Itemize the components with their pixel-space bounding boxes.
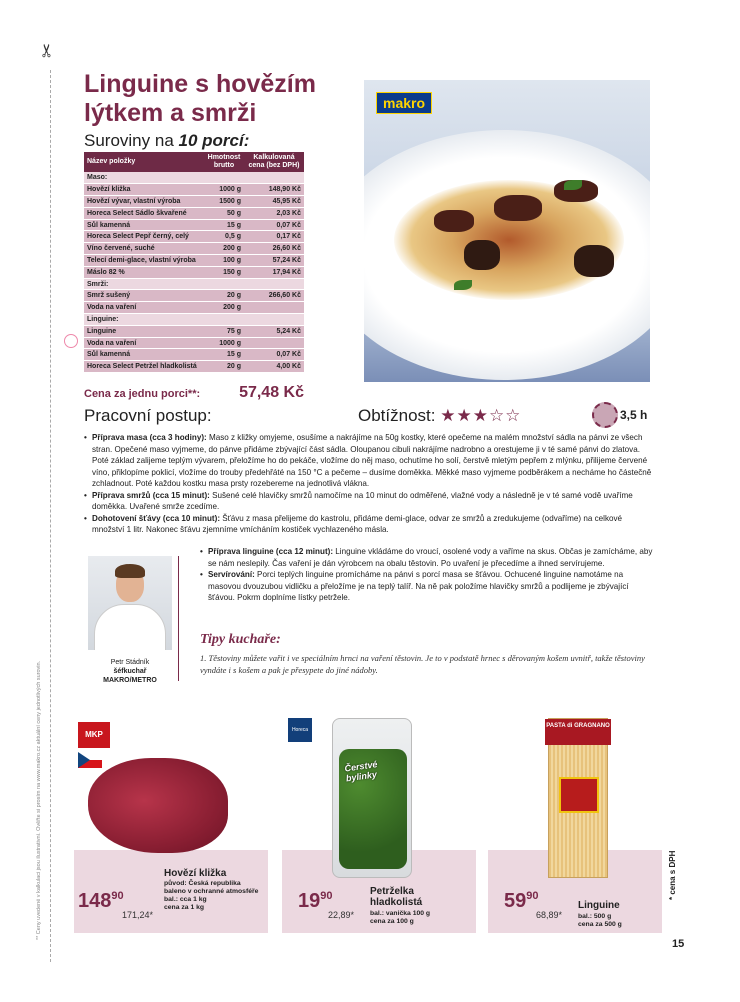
- ingredient-row: [84, 243, 304, 255]
- price-with-vat: 171,24*: [122, 910, 154, 920]
- chef-divider: [178, 556, 179, 681]
- ingredient-price: 2,03 Kč: [244, 207, 304, 219]
- morel: [464, 240, 500, 270]
- price-int: 148: [78, 890, 112, 912]
- ingredient-row: [84, 325, 304, 337]
- linguine-pack-image: [548, 718, 608, 878]
- chef-role: šéfkuchař MAKRO/METRO: [103, 668, 157, 684]
- product-name: Linguine: [578, 900, 620, 911]
- ingredient-name: Sůl kamenná: [84, 219, 204, 231]
- ingredient-weight: [204, 172, 244, 184]
- chef-caption: [88, 658, 172, 685]
- ingredient-name: Linguine:: [84, 314, 204, 326]
- difficulty: [358, 406, 521, 426]
- ingredient-weight: 20 g: [204, 361, 244, 373]
- ingredients-table: [84, 152, 304, 373]
- clock-icon: [592, 402, 618, 428]
- ingredient-price: 266,60 Kč: [244, 290, 304, 302]
- ingredient-name: Sůl kamenná: [84, 349, 204, 361]
- ingredient-weight: 0,5 g: [204, 231, 244, 243]
- product-name: Hovězí kližka: [164, 868, 227, 879]
- ingredient-row: [84, 172, 304, 184]
- chef-jacket: [94, 604, 166, 650]
- difficulty-stars: ★★★☆☆: [440, 406, 522, 425]
- price-dec: 90: [320, 890, 333, 902]
- ingredient-weight: 1000 g: [204, 184, 244, 196]
- ingredient-name: Víno červené, suché: [84, 243, 204, 255]
- product-price: [78, 890, 124, 913]
- step-title: Dohotovení šťávy (cca 10 minut):: [92, 513, 221, 523]
- portion-price: [84, 384, 304, 402]
- ingredient-price: 45,95 Kč: [244, 196, 304, 208]
- price-int: 59: [504, 890, 527, 912]
- step-text: Linguine vkládáme do vroucí, osolené vody a vaříme na skus. Občas je zamícháme, aby se nám neslepily. Čas vaření je dán výrobcem na obalu těstovin. Po uvaření je přecedíme a ihned servírujeme.: [208, 547, 653, 568]
- product-card[interactable]: [74, 718, 268, 933]
- product-price: [504, 890, 539, 913]
- ingredient-weight: 200 g: [204, 243, 244, 255]
- desc-line: původ: Česká republika: [164, 880, 241, 887]
- step-text: Sušené celé hlavičky smržů namočíme na 10 minut do odměřené, vlažné vody a následně je v té samé vodě uvaříme doměkka. Uvařené smrže zcedíme.: [92, 490, 633, 511]
- product-desc: [164, 880, 264, 912]
- ingredient-weight: 150 g: [204, 266, 244, 278]
- beef-shank-image: [88, 758, 228, 853]
- recipe-subtitle: [84, 131, 249, 151]
- ingredient-name: Telecí demi-glace, vlastní výroba: [84, 255, 204, 267]
- ingredient-price: [244, 172, 304, 184]
- step-title: Příprava masa (cca 3 hodiny):: [92, 433, 207, 442]
- morel: [574, 245, 614, 277]
- ingredient-price: [244, 314, 304, 326]
- pasta-brand: PASTA di GRAGNANO: [545, 719, 611, 745]
- ingredient-weight: 15 g: [204, 219, 244, 231]
- col-header-price: Kalkulovaná cena (bez DPH): [244, 152, 304, 172]
- ingredient-row: [84, 314, 304, 326]
- ingredient-weight: 50 g: [204, 207, 244, 219]
- ingredient-row: [84, 255, 304, 267]
- product-name: Petrželka hladkolistá: [370, 886, 423, 908]
- vat-note: * cena s DPH: [668, 850, 677, 900]
- step-title: Příprava linguine (cca 12 minut):: [208, 547, 334, 556]
- scissors-icon: ✂: [37, 42, 58, 59]
- col-header-weight: Hmotnost brutto: [204, 152, 244, 172]
- desc-line: cena za 1 kg: [164, 904, 205, 911]
- page-number: 15: [672, 938, 685, 950]
- ingredient-name: Hovězí vývar, vlastní výroba: [84, 196, 204, 208]
- ingredient-price: 57,24 Kč: [244, 255, 304, 267]
- ingredient-name: Horeca Select Pepř černý, celý: [84, 231, 204, 243]
- tips-heading: Tipy kuchaře:: [200, 632, 281, 647]
- portion-price-value: 57,48 Kč: [239, 384, 304, 401]
- step-text: Šťávu z masa přelijeme do kastrolu, přidáme demi-glace, odvar ze smržů a zredukujeme (odvaříme) na celkové množství 1 litr. Nakonec šťávu zjemníme vmícháním kostiček vychlazeného másla.: [92, 513, 623, 534]
- ingredient-price: 5,24 Kč: [244, 325, 304, 337]
- col-header-name: Název položky: [84, 152, 204, 172]
- ingredient-row: [84, 219, 304, 231]
- parsley-leaf: [564, 180, 582, 190]
- difficulty-label: Obtížnost:: [358, 406, 436, 425]
- ingredient-weight: 200 g: [204, 302, 244, 314]
- horeca-badge: Horeca: [288, 718, 312, 742]
- recipe-title: Linguine s hovězím lýtkem a smrži: [84, 70, 316, 127]
- desc-line: baleno v ochranné atmosféře: [164, 888, 259, 895]
- ingredient-name: Voda na vaření: [84, 337, 204, 349]
- price-dec: 90: [111, 890, 124, 902]
- steps-top: [84, 432, 656, 536]
- czech-flag-icon: [78, 752, 102, 768]
- ingredient-price: [244, 302, 304, 314]
- desc-line: bal.: cca 1 kg: [164, 896, 207, 903]
- product-desc: [578, 913, 658, 929]
- desc-line: cena za 100 g: [370, 918, 414, 925]
- ingredient-weight: [204, 278, 244, 290]
- desc-line: bal.: 500 g: [578, 913, 612, 920]
- ingredient-weight: 100 g: [204, 255, 244, 267]
- ingredient-weight: 15 g: [204, 349, 244, 361]
- chef-name: Petr Stádník: [110, 659, 150, 666]
- mkp-badge: MKP: [78, 722, 110, 748]
- subtitle-prefix: Suroviny na: [84, 131, 174, 150]
- step-item: [200, 569, 656, 604]
- parsley-bag-image: [332, 718, 412, 878]
- ingredient-price: 4,00 Kč: [244, 361, 304, 373]
- product-card[interactable]: [488, 718, 662, 933]
- chef-hair: [115, 564, 145, 578]
- ingredient-row: [84, 361, 304, 373]
- procedure-heading: Pracovní postup:: [84, 406, 212, 425]
- ingredient-name: Hovězí kližka: [84, 184, 204, 196]
- desc-line: bal.: vanička 100 g: [370, 910, 431, 917]
- chef-photo: [88, 556, 172, 650]
- meat-piece: [494, 195, 542, 221]
- ingredient-row: [84, 349, 304, 361]
- ingredient-weight: [204, 314, 244, 326]
- circle-mark: [64, 334, 78, 348]
- price-dec: 90: [526, 890, 539, 902]
- parsley-leaf: [454, 280, 472, 290]
- tips-text: 1. Těstoviny můžete vařit i ve speciálním hrnci na vaření těstovin. Je to v podstatě hrnec s děrovaným košem uvnitř, takže těstoviny vyndáte i s košem a pak je přesypete do jiné nádoby.: [200, 653, 645, 675]
- step-item: [200, 546, 656, 569]
- side-note: ** Ceny uvedené v kalkulaci jsou ilustrativní. Ověřte si prosím na www.makro.cz aktuální ceny jednotlivých surovin.: [36, 660, 42, 940]
- ingredient-row: [84, 266, 304, 278]
- price-int: 19: [298, 890, 321, 912]
- ingredient-row: [84, 290, 304, 302]
- steps-bottom: [200, 546, 656, 604]
- ingredient-name: Smrž sušený: [84, 290, 204, 302]
- bag-label: Čerstvé bylinky: [343, 759, 379, 784]
- ingredient-name: Máslo 82 %: [84, 266, 204, 278]
- ingredient-row: [84, 231, 304, 243]
- ingredient-row: [84, 207, 304, 219]
- ingredient-name: Voda na vaření: [84, 302, 204, 314]
- subtitle-portions: 10 porcí:: [178, 131, 250, 150]
- ingredient-row: [84, 196, 304, 208]
- ingredient-name: Linguine: [84, 325, 204, 337]
- step-item: [84, 490, 656, 513]
- ingredient-price: 148,90 Kč: [244, 184, 304, 196]
- step-title: Servírování:: [208, 570, 255, 579]
- ingredient-name: Horeca Select Sádlo škvařené: [84, 207, 204, 219]
- ingredient-price: [244, 278, 304, 290]
- ingredient-weight: 75 g: [204, 325, 244, 337]
- ingredient-name: Maso:: [84, 172, 204, 184]
- price-with-vat: 22,89*: [328, 910, 355, 920]
- cut-line: [50, 70, 51, 962]
- step-text: Porci teplých linguine promícháme na pánvi s porcí masa se šťávou. Ochucené linguine namotáme na masovou dvouzubou vidličku a přeložíme je na teplý talíř. Na ně pak položíme hlavičky smržů a podlijeme je zbývající šťávou. Pokrm doplníme lístky petržele.: [208, 570, 629, 602]
- pasta-seal-icon: [559, 777, 599, 813]
- ingredient-price: 26,60 Kč: [244, 243, 304, 255]
- ingredient-price: 0,07 Kč: [244, 349, 304, 361]
- portion-price-label: Cena za jednu porci**:: [84, 388, 201, 400]
- meat-piece: [434, 210, 474, 232]
- prep-time: 3,5 h: [620, 408, 648, 422]
- step-text: Maso z kližky omyjeme, osušíme a nakrájíme na 50g kostky, které opečeme na malém množství sádla na pánvi ze všech stran. Opečené maso vyjmeme, do pánve přidáme zbývající část sádla. Oloupanou cibuli nakrájíme nadrobno a orestujeme ji v té samé pánvi do zlatova. Poté základ zalijeme teplým vývarem, přeložíme ho do pekáče, vložíme do něj maso, ochutíme ho solí, čerstvě mletým pepřem z mlýnku, přilijeme červené víno, přiklopíme poklicí, vložíme do trouby předehřáté na 150 °C a pečeme – dusíme doměkka. Měkké maso vyjmeme podběrákem a necháme ho částečně zchladnout. Poté každou kostku masa prsty rozebereme na jednotlivá vlákna.: [92, 433, 652, 488]
- ingredient-weight: 20 g: [204, 290, 244, 302]
- ingredient-name: Horeca Select Petržel hladkolistá: [84, 361, 204, 373]
- makro-logo: makro: [376, 92, 432, 114]
- ingredient-price: 0,17 Kč: [244, 231, 304, 243]
- ingredient-price: 0,07 Kč: [244, 219, 304, 231]
- dish-photo: [364, 80, 650, 382]
- ingredient-name: Smrži:: [84, 278, 204, 290]
- ingredient-row: [84, 337, 304, 349]
- step-item: [84, 513, 656, 536]
- ingredient-weight: 1000 g: [204, 337, 244, 349]
- product-desc: [370, 910, 470, 926]
- ingredient-price: 17,94 Kč: [244, 266, 304, 278]
- ingredient-row: [84, 302, 304, 314]
- price-with-vat: 68,89*: [536, 910, 563, 920]
- ingredient-row: [84, 184, 304, 196]
- product-card[interactable]: [282, 718, 476, 933]
- ingredient-weight: 1500 g: [204, 196, 244, 208]
- desc-line: cena za 500 g: [578, 921, 622, 928]
- ingredient-row: [84, 278, 304, 290]
- step-item: [84, 432, 656, 490]
- ingredient-price: [244, 337, 304, 349]
- step-title: Příprava smržů (cca 15 minut):: [92, 490, 210, 500]
